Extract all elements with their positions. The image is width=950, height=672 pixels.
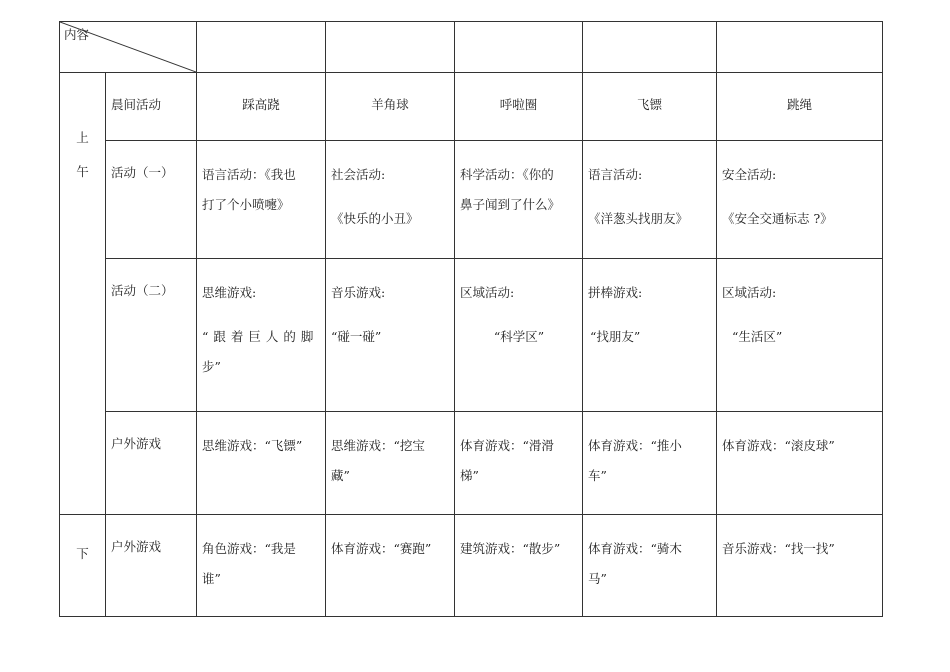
cell-text: 思维游戏：“飞镖”: [202, 438, 303, 453]
row-label: [106, 259, 197, 412]
header-row: [60, 22, 883, 73]
row-label: [106, 141, 197, 259]
cell-text: 户外游戏: [111, 539, 162, 554]
cell-text: “碰一碰”: [331, 329, 382, 344]
activity-cell: [197, 259, 326, 412]
activity-cell: [455, 412, 583, 515]
cell-text: 体育游戏：“赛跑”: [331, 541, 432, 556]
activity-cell: [326, 141, 455, 259]
cell-text: 步”: [202, 359, 221, 374]
cell-text: 区域活动:: [722, 285, 777, 300]
table-row: [60, 515, 883, 617]
activity-cell: [197, 412, 326, 515]
header-cell-empty: [583, 22, 717, 73]
afternoon-period-cell: [60, 515, 106, 617]
cell-text: 区域活动:: [460, 285, 515, 300]
cell-text: “跟着巨人的脚: [202, 329, 319, 344]
corner-label: 内容: [64, 27, 90, 42]
cell-text: 踩高跷: [242, 97, 280, 112]
activity-cell: [197, 515, 326, 617]
cell-text: 体育游戏：“推小: [588, 438, 682, 453]
cell-text: 呼啦圈: [499, 97, 538, 112]
cell-text: 体育游戏：“滑滑: [460, 438, 554, 453]
afternoon-label: 下: [76, 546, 89, 561]
cell-text: 马”: [588, 571, 607, 586]
activity-cell: [583, 515, 717, 617]
activity-cell: [197, 141, 326, 259]
header-cell-empty: [455, 22, 583, 73]
cell-text: 语言活动：《我也: [202, 167, 296, 182]
morning-label-char: 午: [76, 164, 89, 179]
row-label: [106, 515, 197, 617]
cell-text: 车”: [588, 468, 607, 483]
cell-text: 语言活动:: [588, 167, 643, 182]
cell-text: 《安全交通标志 ?》: [722, 211, 833, 226]
activity-cell: [455, 141, 583, 259]
cell-text: 跳绳: [786, 97, 812, 112]
activity-cell: [717, 141, 883, 259]
cell-text: 打了个小喷嚏》: [202, 197, 290, 212]
schedule-table: [59, 21, 883, 617]
table-row: [60, 141, 883, 259]
cell-text: 活动（二）: [111, 283, 174, 298]
cell-text: 思维游戏:: [202, 285, 257, 300]
cell-text: 户外游戏: [111, 436, 162, 451]
cell-text: 活动（一）: [111, 165, 174, 180]
header-cell-empty: [197, 22, 326, 73]
cell-text: 《快乐的小丑》: [331, 211, 419, 226]
cell-text: “生活区”: [732, 329, 783, 344]
cell-text: 思维游戏：“挖宝: [331, 438, 425, 453]
cell-text: “找朋友”: [590, 329, 641, 344]
cell-text: 科学活动：《你的: [460, 167, 554, 182]
cell-text: “科学区”: [493, 329, 545, 344]
cell-text: 谁”: [202, 571, 221, 586]
activity-cell: [583, 259, 717, 412]
cell-text: 梯”: [460, 468, 479, 483]
cell-text: 社会活动:: [331, 167, 386, 182]
cell-text: 体育游戏：“骑木: [588, 541, 682, 556]
cell-text: 《洋葱头找朋友》: [588, 211, 689, 226]
activity-cell: [717, 412, 883, 515]
table-row: [60, 412, 883, 515]
cell-text: 音乐游戏:: [331, 285, 386, 300]
activity-cell: [455, 73, 583, 141]
activity-cell: [717, 259, 883, 412]
cell-text: 音乐游戏：“找一找”: [722, 541, 835, 556]
activity-cell: [326, 259, 455, 412]
cell-text: 建筑游戏：“散步”: [460, 541, 561, 556]
morning-period-cell: [60, 73, 106, 515]
activity-cell: [326, 73, 455, 141]
cell-text: 拼棒游戏:: [588, 285, 643, 300]
cell-text: 晨间活动: [111, 97, 162, 112]
header-cell-empty: [717, 22, 883, 73]
row-label: [106, 412, 197, 515]
activity-cell: [583, 73, 717, 141]
cell-text: 飞镖: [636, 97, 662, 112]
row-label: [106, 73, 197, 141]
activity-cell: [717, 515, 883, 617]
cell-text: 鼻子闻到了什么》: [460, 197, 561, 212]
activity-cell: [583, 141, 717, 259]
header-cell-empty: [326, 22, 455, 73]
corner-header-cell: [60, 22, 197, 73]
table-row: [60, 259, 883, 412]
cell-text: 羊角球: [371, 97, 409, 112]
activity-cell: [717, 73, 883, 141]
morning-label-char: 上: [76, 130, 89, 145]
activity-cell: [583, 412, 717, 515]
activity-cell: [326, 412, 455, 515]
activity-cell: [455, 515, 583, 617]
table-row: [60, 73, 883, 141]
activity-cell: [326, 515, 455, 617]
cell-text: 安全活动:: [722, 167, 777, 182]
activity-cell: [197, 73, 326, 141]
activity-cell: [455, 259, 583, 412]
cell-text: 藏”: [331, 468, 350, 483]
cell-text: 角色游戏：“我是: [202, 541, 296, 556]
cell-text: 体育游戏：“滚皮球”: [722, 438, 835, 453]
